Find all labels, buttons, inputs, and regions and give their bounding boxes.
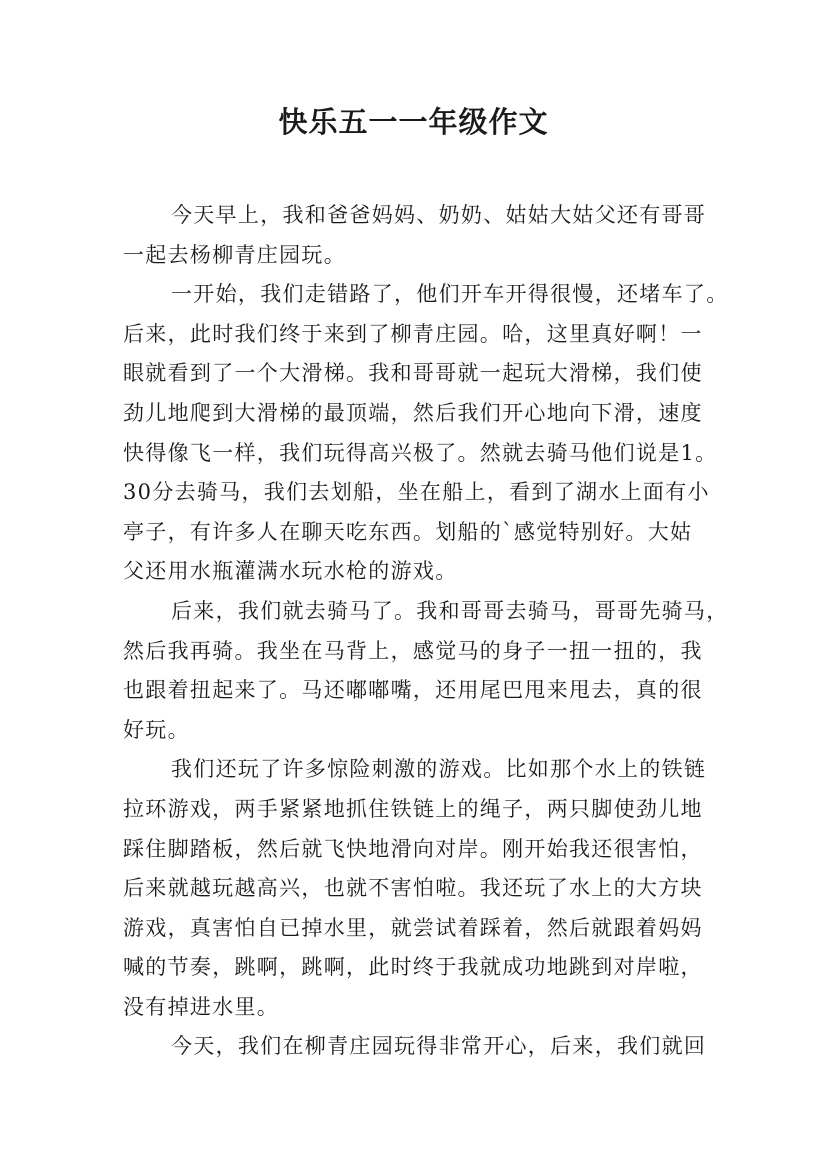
text-line: 游戏，真害怕自已掉水里，就尝试着踩着，然后就跟着妈妈 bbox=[123, 915, 703, 940]
text-line: 也跟着扭起来了。马还嘟嘟嘴，还用尾巴甩来甩去，真的很 bbox=[123, 678, 703, 703]
text-line: 后来，此时我们终于来到了柳青庄园。哈，这里真好啊！一 bbox=[123, 321, 703, 346]
text-line: 踩住脚踏板，然后就飞快地滑向对岸。刚开始我还很害怕， bbox=[123, 836, 703, 861]
paragraph-first-line: 今天早上，我和爸爸妈妈、奶奶、姑姑大姑父还有哥哥 bbox=[171, 203, 707, 227]
paragraph-first-line: 今天，我们在柳青庄园玩得非常开心，后来，我们就回 bbox=[171, 1034, 707, 1059]
text-line: 好玩。 bbox=[123, 717, 190, 742]
text-line: 30分去骑马，我们去划船，坐在船上，看到了湖水上面有小 bbox=[123, 480, 710, 505]
paragraph-first-line: 我们还玩了许多惊险刺激的游戏。比如那个水上的铁链 bbox=[171, 757, 707, 782]
document-title: 快乐五一一年级作文 bbox=[278, 105, 549, 139]
text-line: 眼就看到了一个大滑梯。我和哥哥就一起玩大滑梯，我们使 bbox=[123, 361, 703, 386]
text-line: 没有掉进水里。 bbox=[123, 994, 280, 1019]
text-line: 父还用水瓶灌满水玩水枪的游戏。 bbox=[123, 559, 458, 584]
text-line: 然后我再骑。我坐在马背上，感觉马的身子一扭一扭的，我 bbox=[123, 638, 703, 663]
paragraph-first-line: 一开始，我们走错路了，他们开车开得很慢，还堵车了。 bbox=[171, 282, 729, 307]
text-line: 后来就越玩越高兴，也就不害怕啦。我还玩了水上的大方块 bbox=[123, 876, 703, 901]
text-line: 一起去杨柳青庄园玩。 bbox=[123, 242, 346, 267]
essay-body bbox=[123, 196, 729, 1067]
text-line: 劲儿地爬到大滑梯的最顶端，然后我们开心地向下滑，速度 bbox=[123, 400, 703, 425]
paragraph-first-line: 后来，我们就去骑马了。我和哥哥去骑马，哥哥先骑马， bbox=[171, 598, 729, 623]
text-line: 亭子，有许多人在聊天吃东西。划船的`感觉特别好。大姑 bbox=[123, 519, 693, 544]
text-line: 快得像飞一样，我们玩得高兴极了。然就去骑马他们说是1。 bbox=[123, 440, 718, 465]
text-line: 拉环游戏，两手紧紧地抓住铁链上的绳子，两只脚使劲儿地 bbox=[123, 796, 703, 821]
text-line: 喊的节奏，跳啊，跳啊，此时终于我就成功地跳到对岸啦， bbox=[123, 955, 703, 980]
